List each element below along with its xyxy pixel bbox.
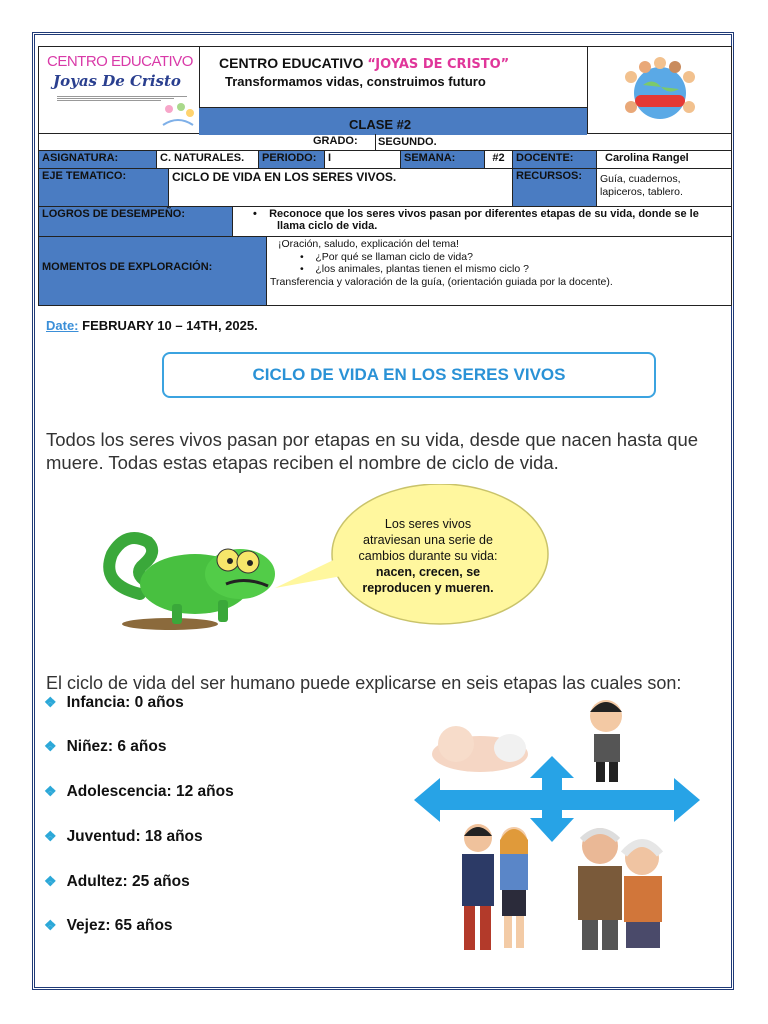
- achievements-value: [233, 207, 733, 236]
- period-value: I: [325, 151, 401, 168]
- stage-text: Adolescencia: 12 años: [66, 783, 234, 800]
- list-item: [44, 917, 344, 935]
- school-heading: [199, 47, 588, 133]
- stage-text: Juventud: 18 años: [66, 828, 203, 845]
- list-item: [44, 738, 344, 756]
- stage-text: Niñez: 6 años: [66, 738, 167, 755]
- bubble-normal: Los seres vivos atraviesan una serie de cambios durante su vida:: [358, 517, 498, 563]
- resources-label: RECURSOS:: [513, 169, 597, 206]
- grade-label: GRADO:: [313, 135, 358, 147]
- diamond-bullet-icon: ❖: [44, 828, 57, 844]
- teacher-label: DOCENTE:: [513, 151, 597, 168]
- school-name-highlight: “JOYAS DE CRISTO”: [367, 57, 510, 72]
- logo-subtitle: Joyas De Cristo: [53, 72, 181, 90]
- diamond-bullet-icon: ❖: [44, 873, 57, 889]
- stage-text: Adultez: 25 años: [66, 873, 190, 890]
- globe-kids-logo-icon: [587, 47, 733, 135]
- header-box: [38, 46, 732, 134]
- exploration-line-2: • ¿Por qué se llaman ciclo de vida?: [300, 250, 473, 263]
- exploration-text-2: ¿Por qué se llaman ciclo de vida?: [315, 250, 473, 263]
- achievements-label: LOGROS DE DESEMPEÑO:: [39, 207, 233, 236]
- resources-value: [597, 169, 733, 206]
- subject-label: ASIGNATURA:: [39, 151, 157, 168]
- diamond-bullet-icon: ❖: [44, 783, 57, 799]
- theme-row: [38, 169, 732, 207]
- achievements-text-1: Reconoce que los seres vivos pasan por diferentes etapas de su vida, donde se le: [269, 208, 699, 220]
- school-prefix: CENTRO EDUCATIVO: [219, 55, 368, 71]
- speech-bubble-text: [356, 516, 500, 596]
- school-slogan: Transformamos vidas, construimos futuro: [225, 74, 486, 89]
- subject-row: [38, 151, 732, 169]
- bubble-bold: nacen, crecen, se reproducen y mueren.: [362, 565, 494, 595]
- week-value: #2: [485, 151, 513, 168]
- grade-value: SEGUNDO.: [375, 134, 437, 150]
- class-number: CLASE #2: [349, 117, 412, 132]
- exploration-label: MOMENTOS DE EXPLORACIÓN:: [39, 237, 267, 305]
- achievements-line-2: llama ciclo de vida.: [277, 220, 378, 232]
- life-cycle-illustration-icon: [412, 690, 702, 960]
- cycle-intro: El ciclo de vida del ser humano puede explicarse en seis etapas las cuales son:: [46, 673, 682, 693]
- stage-text: Vejez: 65 años: [66, 917, 173, 934]
- logo-title: CENTRO EDUCATIVO: [47, 53, 193, 70]
- school-logo-right: [587, 47, 731, 133]
- diamond-bullet-icon: ❖: [44, 917, 57, 933]
- stage-text: Infancia: 0 años: [66, 694, 184, 711]
- list-item: [44, 873, 344, 891]
- date-line: [46, 318, 258, 333]
- school-name: [219, 55, 509, 72]
- week-label: SEMANA:: [401, 151, 485, 168]
- theme-label: EJE TEMATICO:: [39, 169, 169, 206]
- exploration-value: [267, 237, 733, 305]
- exploration-line-3: • ¿los animales, plantas tienen el mismo ciclo ?: [300, 263, 529, 275]
- subject-value: C. NATURALES.: [157, 151, 259, 168]
- achievements-line-1: • Reconoce que los seres vivos pasan por diferentes etapas de su vida, donde se le: [253, 208, 699, 220]
- period-label: PERIODO:: [259, 151, 325, 168]
- grade-row: [38, 134, 732, 151]
- list-item: [44, 828, 344, 846]
- list-item: [44, 694, 344, 712]
- exploration-line-1: ¡Oración, saludo, explicación del tema!: [278, 238, 459, 250]
- teacher-value: Carolina Rangel: [605, 152, 689, 164]
- class-bar: [199, 107, 587, 135]
- resources-line-1: Guía, cuadernos,: [600, 173, 681, 185]
- diamond-bullet-icon: ❖: [44, 694, 57, 710]
- exploration-line-4: Transferencia y valoración de la guía, (orientación guiada por la docente).: [270, 275, 613, 288]
- exploration-row: [38, 237, 732, 306]
- date-label: Date:: [46, 318, 79, 333]
- theme-value: CICLO DE VIDA EN LOS SERES VIVOS.: [169, 169, 513, 206]
- date-value: FEBRUARY 10 – 14TH, 2025.: [78, 318, 258, 333]
- intro-paragraph: Todos los seres vivos pasan por etapas en su vida, desde que nacen hasta que muere. Todas estas etapas reciben el nombre de ciclo de vida.: [46, 429, 699, 473]
- exploration-text-3: ¿los animales, plantas tienen el mismo ciclo ?: [315, 263, 529, 275]
- page-title: CICLO DE VIDA EN LOS SERES VIVOS: [162, 352, 656, 398]
- achievements-row: [38, 207, 732, 237]
- resources-line-2: lapiceros, tablero.: [600, 186, 683, 198]
- diamond-bullet-icon: ❖: [44, 738, 57, 754]
- school-logo-left: [39, 47, 200, 133]
- list-item: [44, 783, 344, 801]
- kids-drawing-icon: [159, 95, 197, 131]
